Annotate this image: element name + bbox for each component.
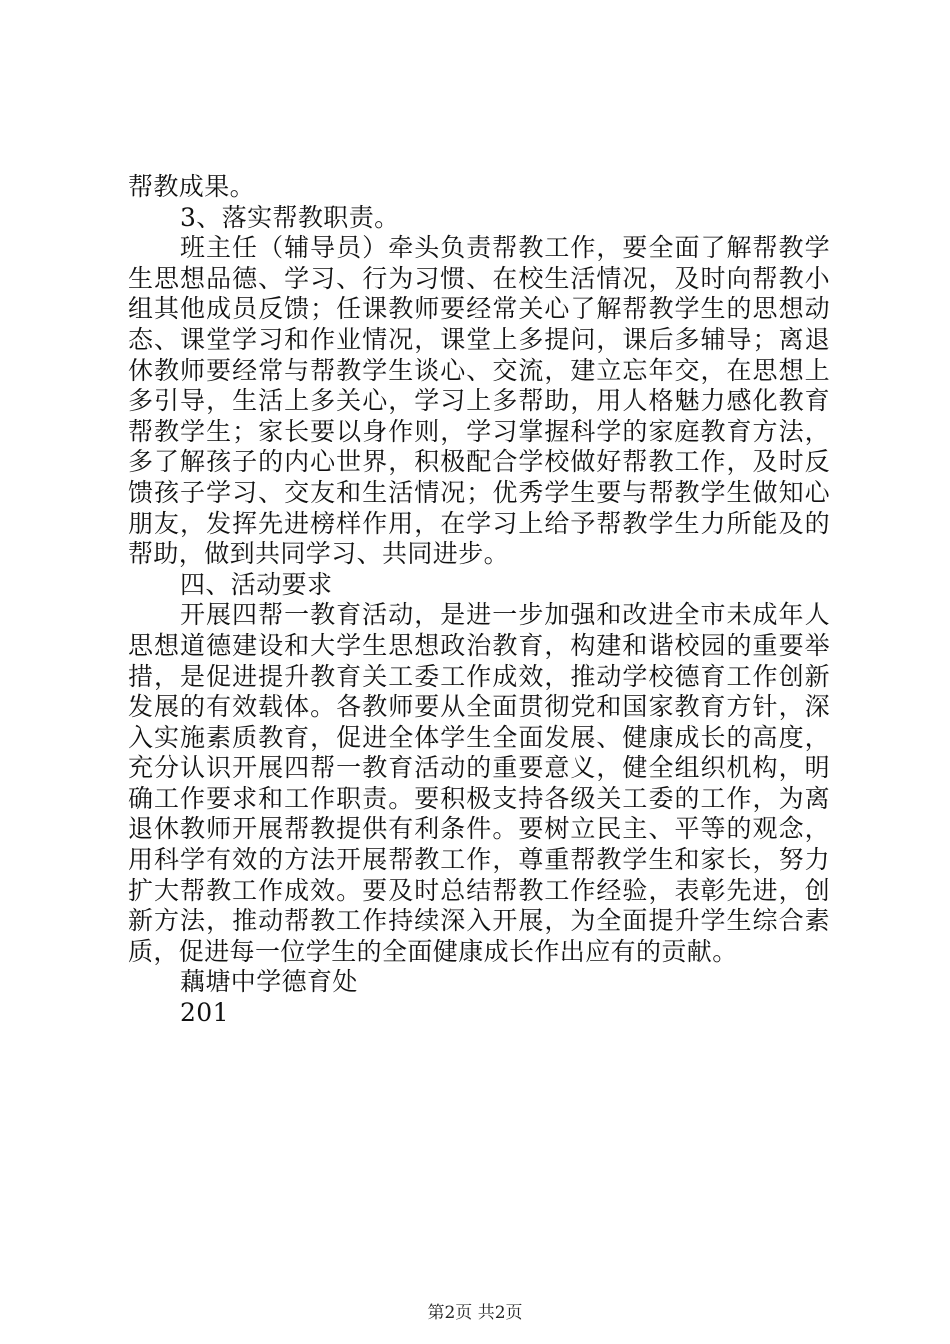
- signature-date: 201: [180, 998, 229, 1028]
- paragraph-responsibilities: 班主任（辅导员）牵头负责帮教工作，要全面了解帮教学生思想品德、学习、行为习惯、在校生活情况，及时向帮教小组其他成员反馈；任课教师要经常关心了解帮教学生的思想动态、课堂学习和作业情况，课堂上多提问，课后多辅导；离退休教师要经常与帮教学生谈心、交流，建立忘年交，在思想上多引导，生活上多关心，学习上多帮助，用人格魅力感化教育帮教学生；家长要以身作则，学习掌握科学的家庭教育方法，多了解孩子的内心世界，积极配合学校做好帮教工作，及时反馈孩子学习、交友和生活情况；优秀学生要与帮教学生做知心朋友，发挥先进榜样作用，在学习上给予帮教学生力所能及的帮助，做到共同学习、共同进步。: [128, 233, 830, 569]
- section-heading-responsibilities: 3、落实帮教职责。: [180, 202, 400, 232]
- paragraph-continuation: 帮教成果。: [128, 172, 256, 201]
- page-number-footer: 第2页 共2页: [427, 1303, 523, 1323]
- section-heading-requirements: 四、活动要求: [180, 569, 333, 599]
- signature-organization: 藕塘中学德育处: [180, 967, 358, 997]
- paragraph-requirements: 开展四帮一教育活动，是进一步加强和改进全市未成年人思想道德建设和大学生思想政治教育，构建和谐校园的重要举措，是促进提升教育关工委工作成效，推动学校德育工作创新发展的有效载体。各教师要从全面贯彻党和国家教育方针，深入实施素质教育，促进全体学生全面发展、健康成长的高度，充分认识开展四帮一教育活动的重要意义，健全组织机构，明确工作要求和工作职责。要积极支持各级关工委的工作，为离退休教师开展帮教提供有利条件。要树立民主、平等的观念，用科学有效的方法开展帮教工作，尊重帮教学生和家长，努力扩大帮教工作成效。要及时总结帮教工作经验，表彰先进，创新方法，推动帮教工作持续深入开展，为全面提升学生综合素质，促进每一位学生的全面健康成长作出应有的贡献。: [128, 600, 830, 966]
- document-body: [128, 172, 830, 1029]
